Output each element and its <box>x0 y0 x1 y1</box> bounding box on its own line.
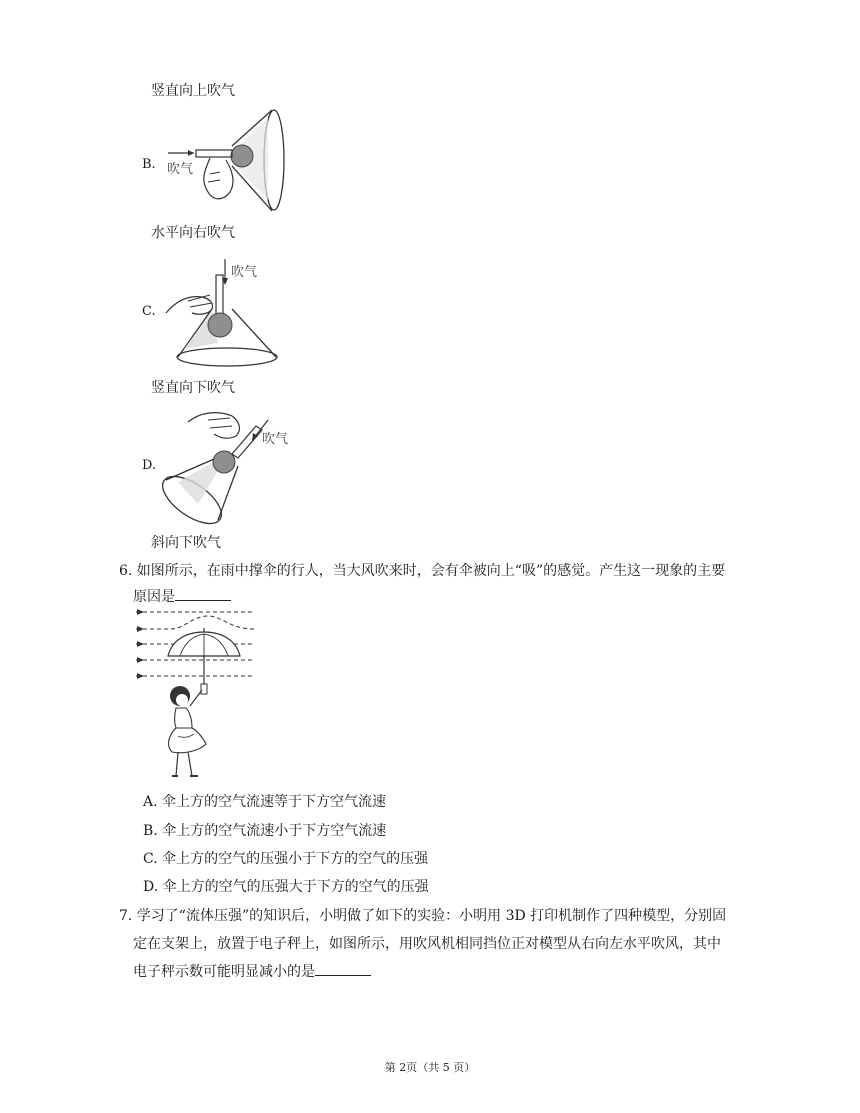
option-c-figure-text: 吹气 <box>231 265 258 280</box>
question-7-line3-wrap <box>133 958 371 986</box>
option-a-caption: 竖直向上吹气 <box>151 83 235 99</box>
umbrella-figure <box>130 604 260 786</box>
page-footer: 第 2页（共 5 页） <box>384 1061 476 1074</box>
option-c-label: C. <box>142 304 156 319</box>
option-d-figure-text: 吹气 <box>262 432 289 447</box>
q6-choice-a[interactable]: A. 伞上方的空气流速等于下方空气流速 <box>143 794 387 810</box>
q6-choice-b[interactable]: B. 伞上方的空气流速小于下方空气流速 <box>143 823 387 839</box>
question-7-line3: 电子秤示数可能明显减小的是 <box>133 964 315 980</box>
option-c-caption: 竖直向下吹气 <box>151 380 235 396</box>
option-b-label: B. <box>142 157 156 172</box>
option-d-caption: 斜向下吹气 <box>151 535 221 551</box>
question-6-answer-blank[interactable] <box>175 586 231 601</box>
option-b-figure-text: 吹气 <box>167 162 194 177</box>
question-6-text <box>119 557 725 585</box>
q6-choice-c[interactable]: C. 伞上方的空气的压强小于下方的空气的压强 <box>143 851 429 867</box>
question-7-line1: 7. 学习了“流体压强”的知识后，小明做了如下的实验：小明用 3D 打印机制作了四种模型，分别固 <box>119 908 727 924</box>
option-d-label: D. <box>142 458 157 473</box>
question-7-answer-blank[interactable] <box>315 961 371 976</box>
q6-choice-d[interactable]: D. 伞上方的空气的压强大于下方的空气的压强 <box>143 879 429 895</box>
option-b-caption: 水平向右吹气 <box>151 225 235 241</box>
question-6-line2: 原因是 <box>133 589 175 605</box>
question-6-line1: 6. 如图所示，在雨中撑伞的行人，当大风吹来时，会有伞被向上“吸”的感觉。产生这一现象的主要 <box>119 563 726 579</box>
question-7-line2: 定在支架上，放置于电子秤上，如图所示，用吹风机相同挡位正对模型从右向左水平吹风，其中 <box>133 936 721 952</box>
option-d-figure <box>158 404 308 526</box>
